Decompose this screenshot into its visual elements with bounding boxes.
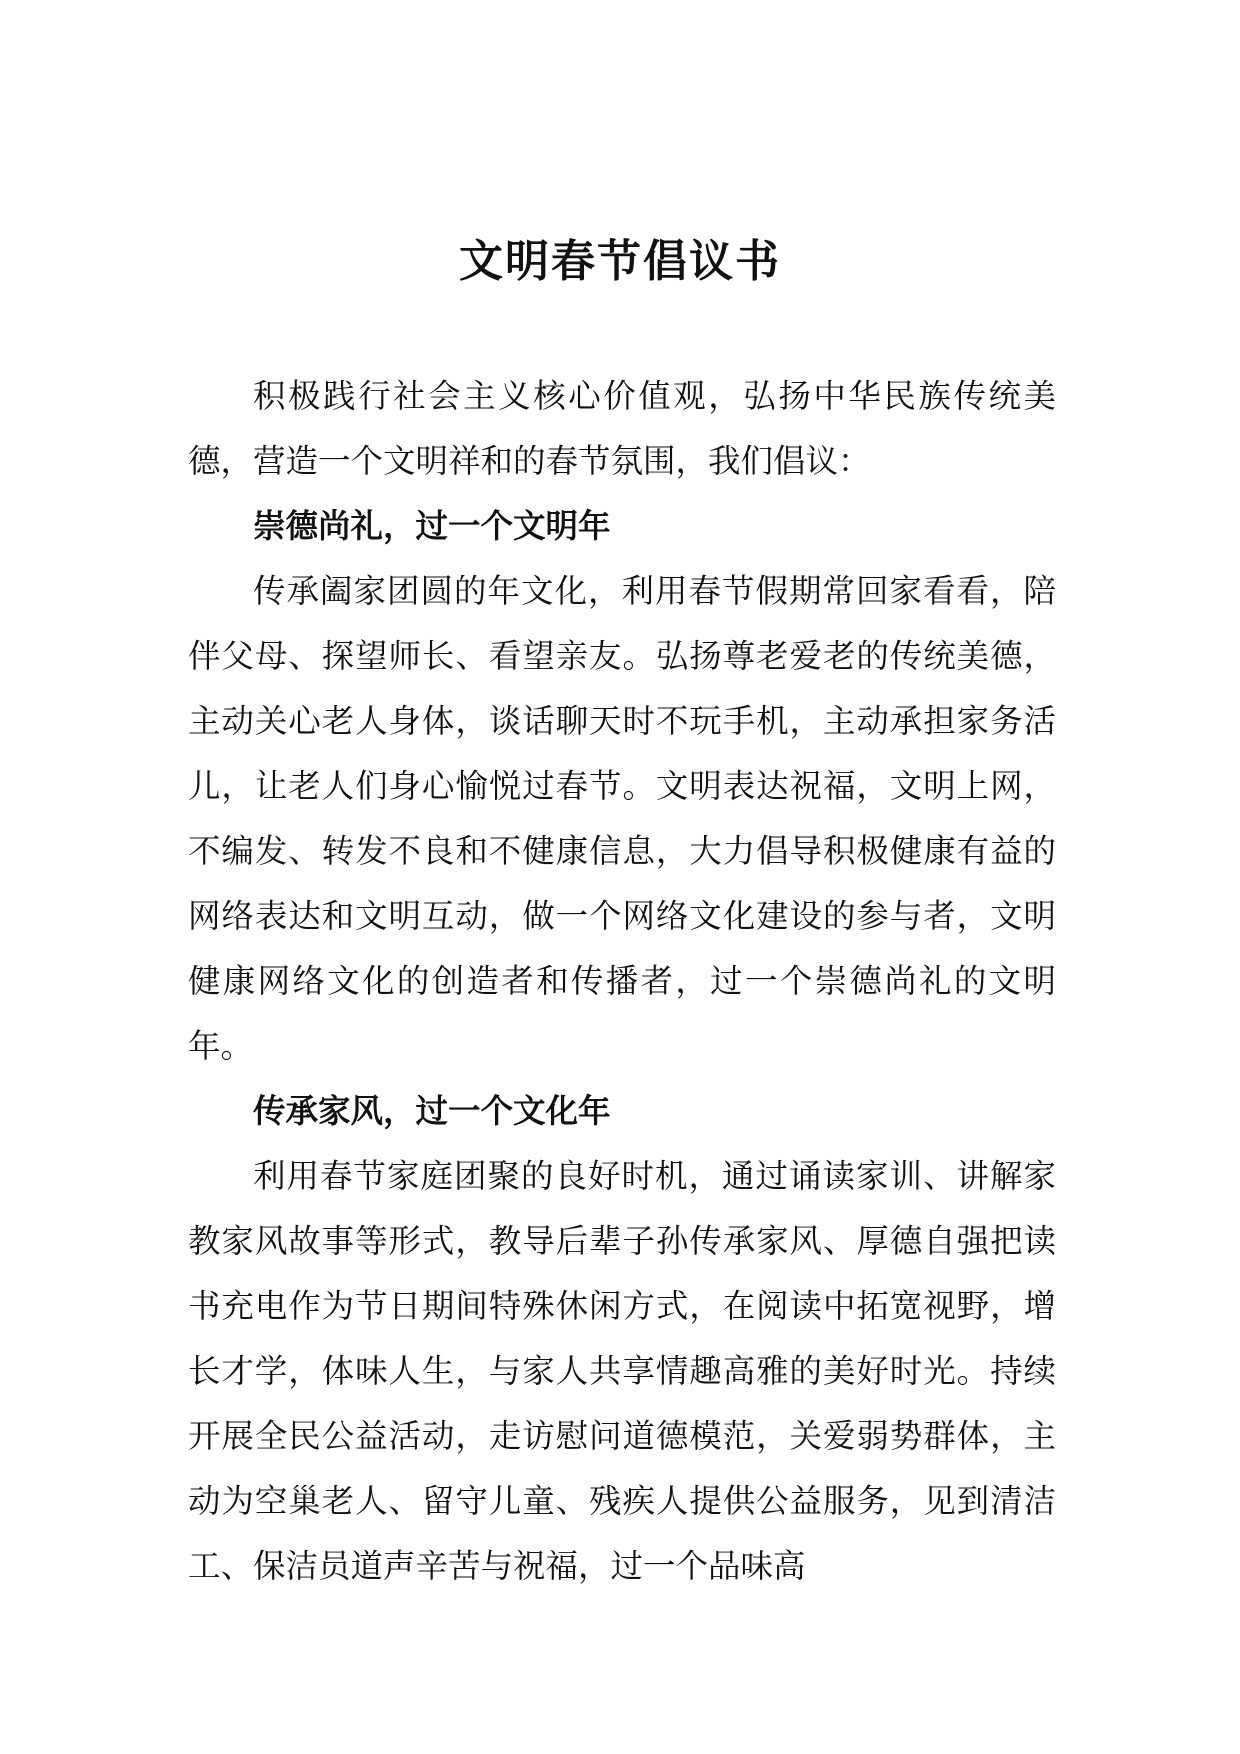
document-body bbox=[188, 364, 1056, 1599]
section-heading-family-tradition: 传承家风，过一个文化年 bbox=[253, 1092, 611, 1130]
section-heading-civility: 崇德尚礼，过一个文明年 bbox=[253, 507, 611, 545]
document-title: 文明春节倡议书 bbox=[459, 236, 781, 287]
section-body-family-tradition: 利用春节家庭团聚的良好时机，通过诵读家训、讲解家教家风故事等形式，教导后辈子孙传承家风、厚德自强把读书充电作为节日期间特殊休闲方式，在阅读中拓宽视野，增长才学，体味人生，与家人共享情趣高雅的美好时光。持续开展全民公益活动，走访慰问道德模范，关爱弱势群体，主动为空巢老人、留守儿童、残疾人提供公益服务，见到清洁工、保洁员道声辛苦与祝福，过一个品味高 bbox=[188, 1157, 1056, 1585]
section-body-civility: 传承阖家团圆的年文化，利用春节假期常回家看看，陪伴父母、探望师长、看望亲友。弘扬尊老爱老的传统美德，主动关心老人身体，谈话聊天时不玩手机，主动承担家务活儿，让老人们身心愉悦过春节。文明表达祝福，文明上网，不编发、转发不良和不健康信息，大力倡导积极健康有益的网络表达和文明互动，做一个网络文化建设的参与者，文明健康网络文化的创造者和传播者，过一个崇德尚礼的文明年。 bbox=[188, 572, 1056, 1065]
intro-paragraph: 积极践行社会主义核心价值观，弘扬中华民族传统美德，营造一个文明祥和的春节氛围，我们倡议： bbox=[188, 377, 1056, 480]
